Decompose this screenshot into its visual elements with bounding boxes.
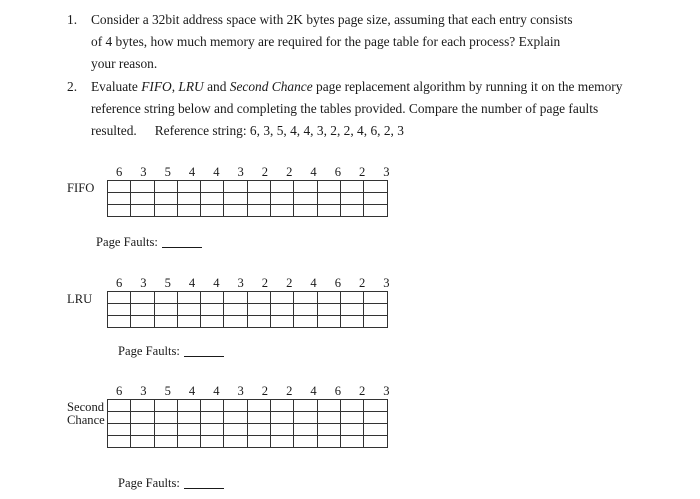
frame-cell[interactable] bbox=[108, 316, 131, 328]
frame-cell[interactable] bbox=[177, 316, 200, 328]
frame-cell[interactable] bbox=[247, 304, 270, 316]
table-row bbox=[108, 412, 388, 424]
frame-cell[interactable] bbox=[154, 424, 177, 436]
question-1-number: 1. bbox=[67, 12, 78, 27]
frame-cell[interactable] bbox=[247, 193, 270, 205]
question-2-line-2: reference string below and completing the tables provided. Compare the number of page faults bbox=[91, 101, 599, 116]
frame-cell[interactable] bbox=[247, 292, 270, 304]
lru-table[interactable] bbox=[107, 291, 388, 328]
frame-cell[interactable] bbox=[131, 436, 154, 448]
frame-cell[interactable] bbox=[201, 292, 224, 304]
frame-cell[interactable] bbox=[177, 193, 200, 205]
reference-value: 2 bbox=[358, 276, 366, 290]
lru-page-faults bbox=[118, 344, 224, 359]
reference-value: 6 bbox=[115, 276, 123, 290]
frame-cell[interactable] bbox=[201, 193, 224, 205]
frame-cell[interactable] bbox=[131, 304, 154, 316]
frame-cell[interactable] bbox=[317, 400, 340, 412]
question-2-line-1 bbox=[91, 76, 651, 98]
table-row bbox=[108, 304, 388, 316]
frame-cell[interactable] bbox=[340, 400, 363, 412]
reference-value: 3 bbox=[237, 384, 244, 398]
reference-value: 6 bbox=[334, 384, 341, 398]
frame-cell[interactable] bbox=[131, 424, 154, 436]
reference-value: 3 bbox=[383, 384, 390, 398]
reference-value: 4 bbox=[310, 276, 317, 290]
frame-cell[interactable] bbox=[364, 400, 387, 412]
frame-cell[interactable] bbox=[108, 412, 131, 424]
reference-value: 3 bbox=[140, 384, 147, 398]
frame-cell[interactable] bbox=[247, 205, 270, 217]
table-row bbox=[108, 205, 388, 217]
q2-prefix: Evaluate bbox=[91, 79, 142, 94]
reference-value: 5 bbox=[164, 165, 171, 179]
frame-cell[interactable] bbox=[340, 181, 363, 193]
frame-cell[interactable] bbox=[201, 424, 224, 436]
q2-fifo: FIFO bbox=[141, 79, 172, 94]
second-chance-label bbox=[67, 401, 105, 427]
frame-cell[interactable] bbox=[364, 205, 387, 217]
fifo-page-faults-label: Page Faults: bbox=[96, 235, 158, 249]
lru-label-text: LRU bbox=[67, 292, 93, 306]
reference-value: 4 bbox=[213, 276, 220, 290]
reference-value: 6 bbox=[334, 276, 341, 290]
reference-value: 4 bbox=[188, 165, 196, 179]
frame-cell[interactable] bbox=[201, 304, 224, 316]
second-chance-label-line-1: Second bbox=[67, 400, 105, 414]
frame-cell[interactable] bbox=[340, 316, 363, 328]
reference-value: 2 bbox=[358, 384, 366, 398]
frame-cell[interactable] bbox=[271, 400, 294, 412]
reference-value: 3 bbox=[383, 276, 390, 290]
frame-cell[interactable] bbox=[108, 205, 131, 217]
question-2-line-3 bbox=[91, 120, 651, 142]
reference-value: 4 bbox=[213, 165, 220, 179]
lru-page-faults-blank[interactable] bbox=[184, 356, 224, 357]
q2-reference-string: Reference string: 6, 3, 5, 4, 4, 3, 2, 2, 4, 6, 2, 3 bbox=[154, 123, 404, 138]
fifo-table[interactable] bbox=[107, 180, 388, 217]
frame-cell[interactable] bbox=[364, 424, 387, 436]
frame-cell[interactable] bbox=[271, 436, 294, 448]
frame-cell[interactable] bbox=[317, 436, 340, 448]
reference-value: 4 bbox=[188, 384, 196, 398]
frame-cell[interactable] bbox=[317, 424, 340, 436]
frame-cell[interactable] bbox=[364, 304, 387, 316]
second-chance-label-line-2: Chance bbox=[67, 413, 105, 427]
frame-cell[interactable] bbox=[224, 205, 247, 217]
frame-cell[interactable] bbox=[340, 412, 363, 424]
reference-value: 6 bbox=[115, 384, 123, 398]
reference-value: 3 bbox=[383, 165, 390, 179]
table-row bbox=[108, 400, 388, 412]
frame-cell[interactable] bbox=[108, 181, 131, 193]
q2-and: and bbox=[203, 79, 230, 94]
frame-cell[interactable] bbox=[108, 304, 131, 316]
frame-cell[interactable] bbox=[154, 193, 177, 205]
frame-cell[interactable] bbox=[294, 205, 317, 217]
frame-cell[interactable] bbox=[247, 412, 270, 424]
reference-value: 6 bbox=[334, 165, 341, 179]
frame-cell[interactable] bbox=[224, 424, 247, 436]
table-row bbox=[108, 436, 388, 448]
second-chance-page-faults bbox=[118, 476, 224, 491]
frame-cell[interactable] bbox=[364, 412, 387, 424]
frame-cell[interactable] bbox=[108, 436, 131, 448]
frame-cell[interactable] bbox=[317, 193, 340, 205]
frame-cell[interactable] bbox=[224, 316, 247, 328]
frame-cell[interactable] bbox=[131, 292, 154, 304]
frame-cell[interactable] bbox=[177, 424, 200, 436]
frame-cell[interactable] bbox=[294, 193, 317, 205]
frame-cell[interactable] bbox=[364, 181, 387, 193]
frame-cell[interactable] bbox=[177, 181, 200, 193]
reference-value: 4 bbox=[310, 165, 317, 179]
frame-cell[interactable] bbox=[131, 205, 154, 217]
frame-cell[interactable] bbox=[177, 412, 200, 424]
frame-cell[interactable] bbox=[201, 436, 224, 448]
frame-cell[interactable] bbox=[317, 292, 340, 304]
frame-cell[interactable] bbox=[247, 436, 270, 448]
reference-value: 4 bbox=[213, 384, 220, 398]
frame-cell[interactable] bbox=[294, 424, 317, 436]
frame-cell[interactable] bbox=[177, 205, 200, 217]
frame-cell[interactable] bbox=[108, 400, 131, 412]
frame-cell[interactable] bbox=[364, 436, 387, 448]
reference-value: 2 bbox=[286, 384, 293, 398]
frame-cell[interactable] bbox=[364, 316, 387, 328]
frame-cell[interactable] bbox=[224, 304, 247, 316]
reference-value: 3 bbox=[140, 165, 147, 179]
frame-cell[interactable] bbox=[154, 304, 177, 316]
frame-cell[interactable] bbox=[131, 193, 154, 205]
frame-cell[interactable] bbox=[154, 181, 177, 193]
q2-lru: LRU bbox=[178, 79, 204, 94]
frame-cell[interactable] bbox=[294, 400, 317, 412]
frame-cell[interactable] bbox=[340, 436, 363, 448]
table-row bbox=[108, 193, 388, 205]
lru-label bbox=[67, 293, 92, 306]
frame-cell[interactable] bbox=[154, 412, 177, 424]
frame-cell[interactable] bbox=[108, 292, 131, 304]
reference-value: 2 bbox=[358, 165, 366, 179]
frame-cell[interactable] bbox=[108, 424, 131, 436]
fifo-label-text: FIFO bbox=[67, 181, 95, 195]
frame-cell[interactable] bbox=[271, 304, 294, 316]
frame-cell[interactable] bbox=[271, 181, 294, 193]
frame-cell[interactable] bbox=[224, 436, 247, 448]
frame-cell[interactable] bbox=[247, 424, 270, 436]
question-2-number: 2. bbox=[67, 79, 78, 94]
frame-cell[interactable] bbox=[294, 436, 317, 448]
frame-cell[interactable] bbox=[177, 400, 200, 412]
reference-value: 6 bbox=[115, 165, 123, 179]
frame-cell[interactable] bbox=[294, 181, 317, 193]
table-row bbox=[108, 181, 388, 193]
second-chance-page-faults-label: Page Faults: bbox=[118, 476, 180, 490]
frame-cell[interactable] bbox=[317, 205, 340, 217]
reference-value: 4 bbox=[310, 384, 317, 398]
frame-cell[interactable] bbox=[224, 193, 247, 205]
frame-cell[interactable] bbox=[201, 412, 224, 424]
reference-value: 2 bbox=[286, 276, 293, 290]
question-1-line-2: of 4 bytes, how much memory are required for the page table for each process? Explain bbox=[91, 34, 561, 49]
question-1-text bbox=[91, 9, 651, 75]
frame-cell[interactable] bbox=[340, 193, 363, 205]
frame-cell[interactable] bbox=[364, 193, 387, 205]
reference-value: 2 bbox=[286, 165, 293, 179]
frame-cell[interactable] bbox=[294, 292, 317, 304]
frame-cell[interactable] bbox=[271, 412, 294, 424]
frame-cell[interactable] bbox=[201, 205, 224, 217]
reference-value: 2 bbox=[261, 384, 269, 398]
question-1-line-3: your reason. bbox=[91, 56, 158, 71]
table-row bbox=[108, 316, 388, 328]
frame-cell[interactable] bbox=[340, 292, 363, 304]
frame-cell[interactable] bbox=[271, 292, 294, 304]
frame-cell[interactable] bbox=[247, 400, 270, 412]
frame-cell[interactable] bbox=[177, 304, 200, 316]
frame-cell[interactable] bbox=[271, 205, 294, 217]
frame-cell[interactable] bbox=[154, 436, 177, 448]
frame-cell[interactable] bbox=[224, 292, 247, 304]
frame-cell[interactable] bbox=[131, 181, 154, 193]
table-row bbox=[108, 292, 388, 304]
q2-comma: , bbox=[171, 79, 179, 94]
q2-suffix: page replacement algorithm by running it on the memory bbox=[312, 79, 623, 94]
frame-cell[interactable] bbox=[294, 316, 317, 328]
reference-value: 3 bbox=[237, 276, 244, 290]
fifo-page-faults-blank[interactable] bbox=[162, 247, 202, 248]
frame-cell[interactable] bbox=[340, 304, 363, 316]
frame-cell[interactable] bbox=[177, 292, 200, 304]
fifo-label bbox=[67, 182, 94, 195]
frame-cell[interactable] bbox=[108, 193, 131, 205]
second-chance-table[interactable] bbox=[107, 399, 388, 448]
frame-cell[interactable] bbox=[224, 181, 247, 193]
reference-value: 5 bbox=[164, 276, 171, 290]
frame-cell[interactable] bbox=[364, 292, 387, 304]
reference-value: 3 bbox=[140, 276, 147, 290]
reference-value: 5 bbox=[164, 384, 171, 398]
frame-cell[interactable] bbox=[294, 304, 317, 316]
frame-cell[interactable] bbox=[131, 400, 154, 412]
reference-value: 2 bbox=[261, 276, 269, 290]
frame-cell[interactable] bbox=[177, 436, 200, 448]
frame-cell[interactable] bbox=[271, 424, 294, 436]
frame-cell[interactable] bbox=[317, 304, 340, 316]
frame-cell[interactable] bbox=[154, 205, 177, 217]
reference-value: 3 bbox=[237, 165, 244, 179]
frame-cell[interactable] bbox=[294, 412, 317, 424]
frame-cell[interactable] bbox=[317, 316, 340, 328]
frame-cell[interactable] bbox=[131, 316, 154, 328]
frame-cell[interactable] bbox=[317, 181, 340, 193]
frame-cell[interactable] bbox=[154, 400, 177, 412]
question-2-text bbox=[91, 76, 651, 142]
frame-cell[interactable] bbox=[154, 292, 177, 304]
frame-cell[interactable] bbox=[224, 412, 247, 424]
reference-value: 2 bbox=[261, 165, 269, 179]
frame-cell[interactable] bbox=[247, 316, 270, 328]
second-chance-page-faults-blank[interactable] bbox=[184, 488, 224, 489]
frame-cell[interactable] bbox=[154, 316, 177, 328]
frame-cell[interactable] bbox=[201, 181, 224, 193]
q2-second-chance: Second Chance bbox=[229, 79, 313, 94]
frame-cell[interactable] bbox=[340, 205, 363, 217]
lru-page-faults-label: Page Faults: bbox=[118, 344, 180, 358]
q2-resulted: resulted. bbox=[91, 123, 137, 138]
frame-cell[interactable] bbox=[271, 316, 294, 328]
frame-cell[interactable] bbox=[247, 181, 270, 193]
table-row bbox=[108, 424, 388, 436]
frame-cell[interactable] bbox=[224, 400, 247, 412]
question-1-line-1: Consider a 32bit address space with 2K bytes page size, assuming that each entry consists bbox=[91, 12, 573, 27]
frame-cell[interactable] bbox=[340, 424, 363, 436]
frame-cell[interactable] bbox=[131, 412, 154, 424]
frame-cell[interactable] bbox=[271, 193, 294, 205]
frame-cell[interactable] bbox=[317, 412, 340, 424]
frame-cell[interactable] bbox=[201, 400, 224, 412]
reference-value: 4 bbox=[188, 276, 196, 290]
frame-cell[interactable] bbox=[201, 316, 224, 328]
fifo-page-faults bbox=[96, 235, 202, 250]
